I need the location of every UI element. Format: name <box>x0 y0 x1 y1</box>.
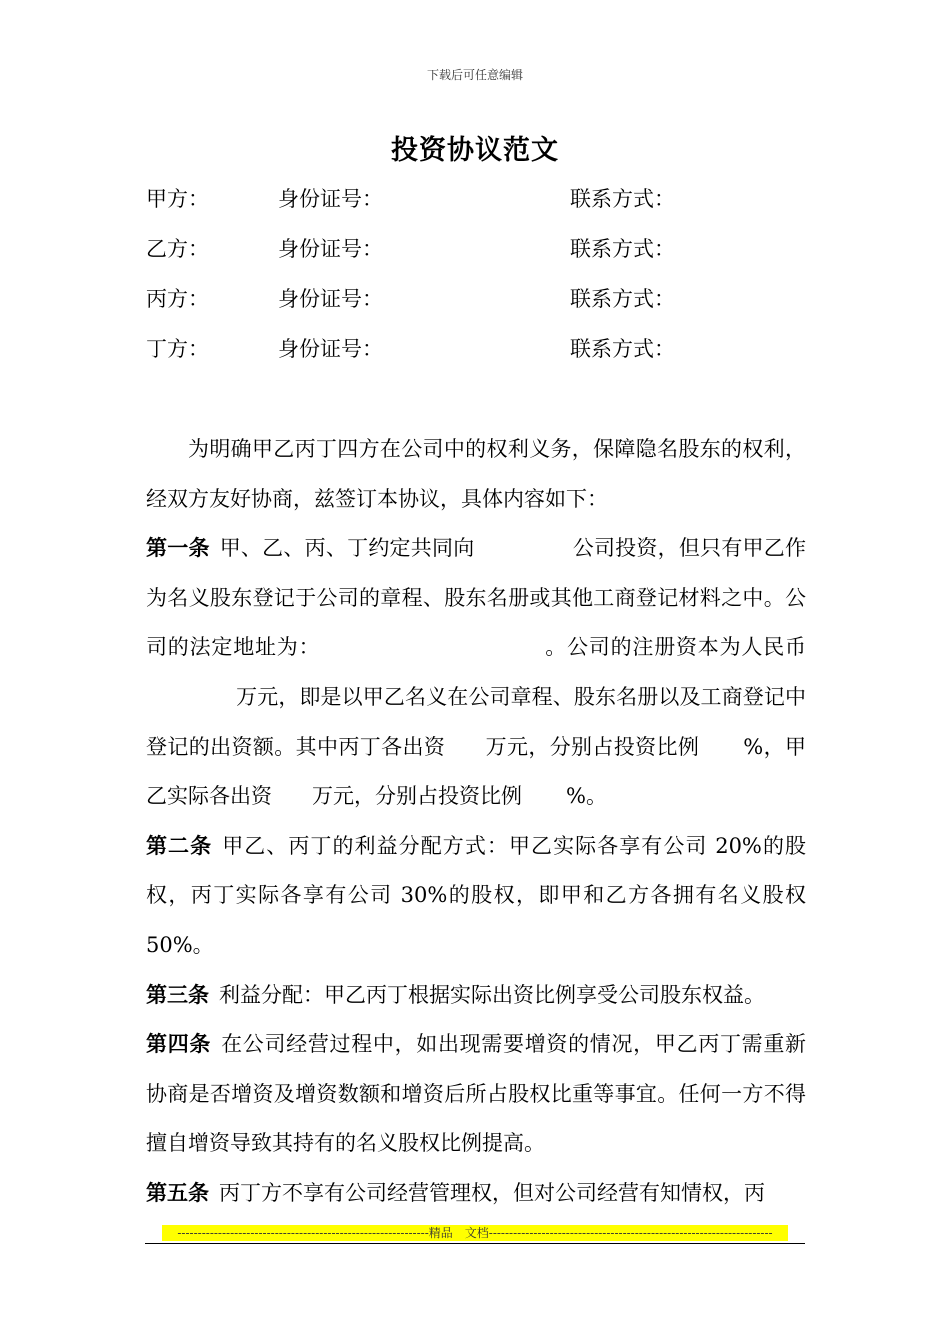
party-row-bing <box>146 280 816 330</box>
article-text: 丙丁方不享有公司经营管理权，但对公司经营有知情权，丙 <box>219 1180 765 1205</box>
party-row-ding <box>146 330 816 380</box>
article-text: 万元，分别占投资比例 <box>485 734 700 759</box>
id-number-label: 身份证号： <box>278 187 383 211</box>
footer-banner: --------------------------------------------------------------精品 文档---------------------------------------------------------------------- <box>162 1225 788 1241</box>
parties-block <box>146 180 816 380</box>
header-note: 下载后可任意编辑 <box>426 68 523 82</box>
article-number: 第二条 <box>146 833 213 858</box>
agreement-body <box>146 425 806 1219</box>
article-text: 在公司经营过程中，如出现需要增资的情况，甲乙丙丁需重新协商是否增资及增资数额和增资后所占股权比重等事宜。任何一方不得擅自增资导致其持有的名义股权比例提高。 <box>146 1032 807 1156</box>
article-4 <box>146 1020 806 1169</box>
article-number: 第五条 <box>146 1180 209 1205</box>
article-number: 第四条 <box>146 1032 212 1057</box>
article-text: %，甲乙实际各出资 <box>146 734 806 809</box>
article-number: 第一条 <box>146 536 210 561</box>
article-text: 万元，分别占投资比例 <box>312 784 522 809</box>
id-number-label: 身份证号： <box>278 337 383 361</box>
article-3 <box>146 971 806 1021</box>
article-text: 万元，即是以甲乙名义在公司章程、股东名册以及工商登记中登记的出资额。其中丙丁各出资 <box>146 684 806 759</box>
party-row-yi <box>146 230 816 280</box>
footer-divider <box>145 1243 805 1244</box>
article-1 <box>146 524 806 822</box>
id-number-label: 身份证号： <box>278 237 383 261</box>
article-5 <box>146 1169 806 1219</box>
intro-paragraph: 为明确甲乙丙丁四方在公司中的权利义务，保障隐名股东的权利，经双方友好协商，兹签订本协议，具体内容如下： <box>146 437 806 511</box>
article-text: 利益分配：甲乙丙丁根据实际出资比例享受公司股东权益。 <box>219 982 765 1007</box>
article-text: 公司投资，但只有甲乙作为名义股东登记于公司的章程、股东名册或其他工商登记材料之中。公司的法定地址为： <box>146 536 807 660</box>
article-2 <box>146 822 806 971</box>
contact-label: 联系方式： <box>570 287 675 311</box>
id-number-label: 身份证号： <box>278 287 383 311</box>
contact-label: 联系方式： <box>570 187 675 211</box>
article-text: 甲、乙、丙、丁约定共同向 <box>219 536 475 561</box>
contact-label: 联系方式： <box>570 237 675 261</box>
article-text: %。 <box>566 784 607 809</box>
party-label: 丁方： <box>146 337 209 361</box>
contact-label: 联系方式： <box>570 337 675 361</box>
article-number: 第三条 <box>146 982 209 1007</box>
document-title: 投资协议范文 <box>391 135 559 166</box>
party-label: 甲方： <box>146 187 209 211</box>
article-text: 甲乙、丙丁的利益分配方式：甲乙实际各享有公司 20%的股权，丙丁实际各享有公司 30%的股权，即甲和乙方各拥有名义股权 50%。 <box>146 833 807 957</box>
party-row-jia <box>146 180 816 230</box>
party-label: 丙方： <box>146 287 209 311</box>
party-label: 乙方： <box>146 237 209 261</box>
article-text: 。公司的注册资本为人民币 <box>544 635 807 660</box>
